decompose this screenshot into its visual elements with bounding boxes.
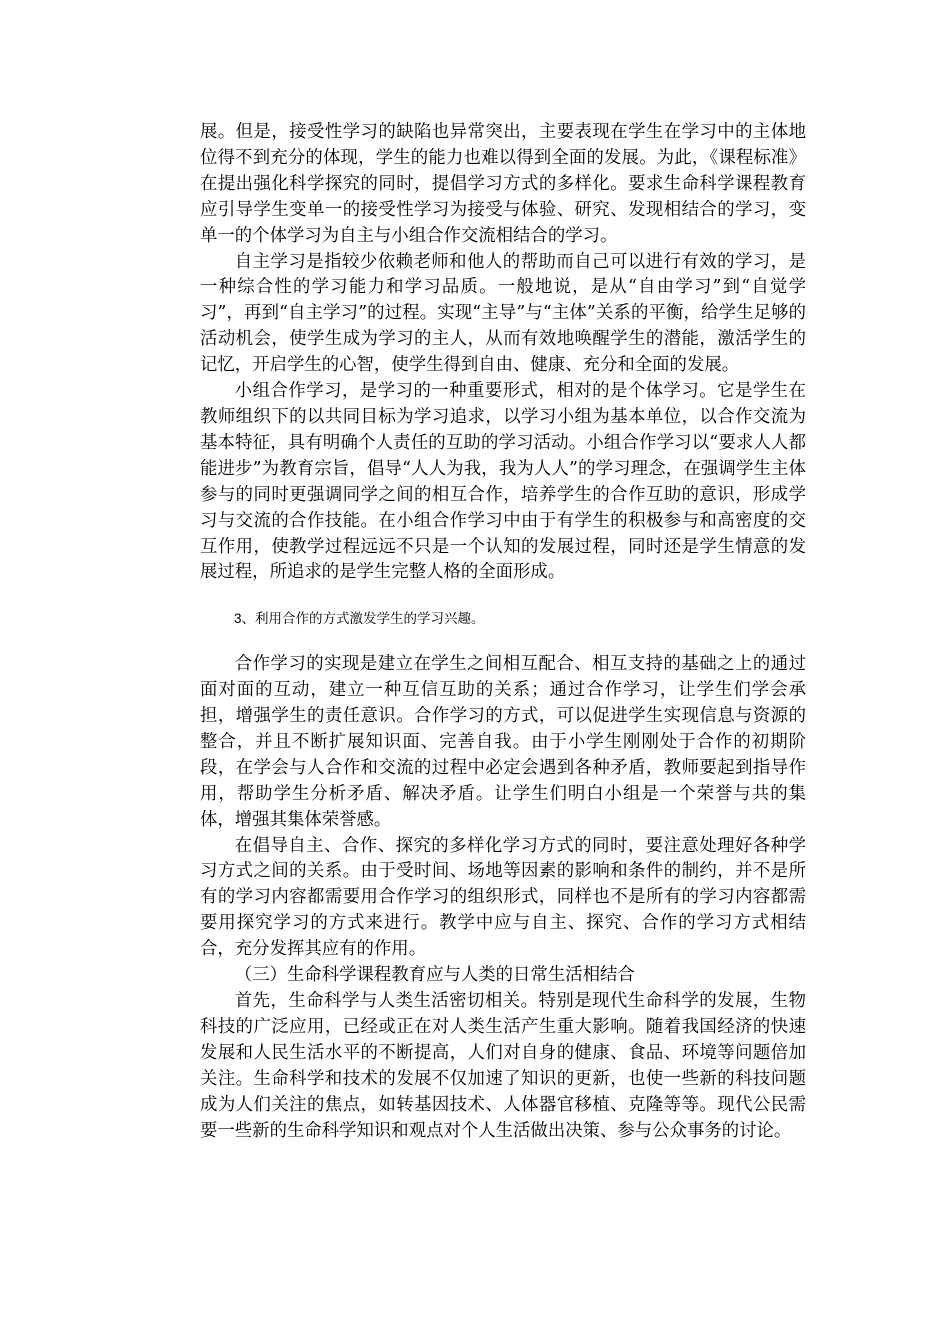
section-subheading-3: （三）生命科学课程教育应与人类的日常生活相结合 bbox=[234, 965, 635, 986]
paragraph-cooperative-learning: 合作学习的实现是建立在学生之间相互配合、相互支持的基础之上的通过面对面的互动，建立一种互信互助的关系；通过合作学习，让学生们学会承担，增强学生的责任意识。合作学习的方式，可以促进学生实现信息与资源的整合，并且不断扩展知识面、完善自我。由于小学生刚刚处于合作的初期阶段，在学会与人合作和交流的过程中必定会遇到各种矛盾，教师要起到指导作用，帮助学生分析矛盾、解决矛盾。让学生们明白小组是一个荣誉与共的集体，增强其集体荣誉感。 bbox=[200, 654, 806, 830]
paragraph-learning-methods: 在倡导自主、合作、探究的多样化学习方式的同时，要注意处理好各种学习方式之间的关系。由于受时间、场地等因素的影响和条件的制约，并不是所有的学习内容都需要用合作学习的组织形式，同样也不是所有的学习内容都需要用探究学习的方式来进行。教学中应与自主、探究、合作的学习方式相结合，充分发挥其应有的作用。 bbox=[200, 835, 806, 960]
document-page bbox=[200, 120, 806, 1144]
section-heading-3: 3、利用合作的方式激发学生的学习兴趣。 bbox=[234, 611, 485, 627]
paragraph-continuation: 展。但是，接受性学习的缺陷也异常突出，主要表现在学生在学习中的主体地位得不到充分的体现，学生的能力也难以得到全面的发展。为此，《课程标准》在提出强化科学探究的同时，提倡学习方式的多样化。要求生命科学课程教育应引导学生变单一的接受性学习为接受与体验、研究、发现相结合的学习，变单一的个体学习为自主与小组合作交流相结合的学习。 bbox=[200, 122, 806, 246]
paragraph-life-science: 首先，生命科学与人类生活密切相关。特别是现代生命科学的发展，生物科技的广泛应用，已经或正在对人类生活产生重大影响。随着我国经济的快速发展和人民生活水平的不断提高，人们对自身的健康、食品、环境等问题倍加关注。生命科学和技术的发展不仅加速了知识的更新，也使一些新的科技问题成为人们关注的焦点，如转基因技术、人体器官移植、克隆等等。现代公民需要一些新的生命科学知识和观点对个人生活做出决策、参与公众事务的讨论。 bbox=[200, 991, 806, 1141]
paragraph-autonomous-learning: 自主学习是指较少依赖老师和他人的帮助而自己可以进行有效的学习，是一种综合性的学习能力和学习品质。一般地说，是从“自由学习”到“自觉学习”，再到“自主学习”的过程。实现“主导”与“主体”关系的平衡，给学生足够的活动机会，使学生成为学习的主人，从而有效地唤醒学生的潜能，激活学生的记忆，开启学生的心智，使学生得到自由、健康、充分和全面的发展。 bbox=[200, 251, 806, 376]
paragraph-group-cooperation: 小组合作学习，是学习的一种重要形式，相对的是个体学习。它是学生在教师组织下的以共同目标为学习追求，以学习小组为基本单位，以合作交流为基本特征，具有明确个人责任的互助的学习活动。小组合作学习以“要求人人都能进步”为教育宗旨，倡导“人人为我，我为人人”的学习理念，在强调学生主体参与的同时更强调同学之间的相互合作，培养学生的合作互助的意识，形成学习与交流的合作技能。在小组合作学习中由于有学生的积极参与和高密度的交互作用，使教学过程远远不只是一个认知的发展过程，同时还是学生情意的发展过程，所追求的是学生完整人格的全面形成。 bbox=[200, 381, 806, 583]
